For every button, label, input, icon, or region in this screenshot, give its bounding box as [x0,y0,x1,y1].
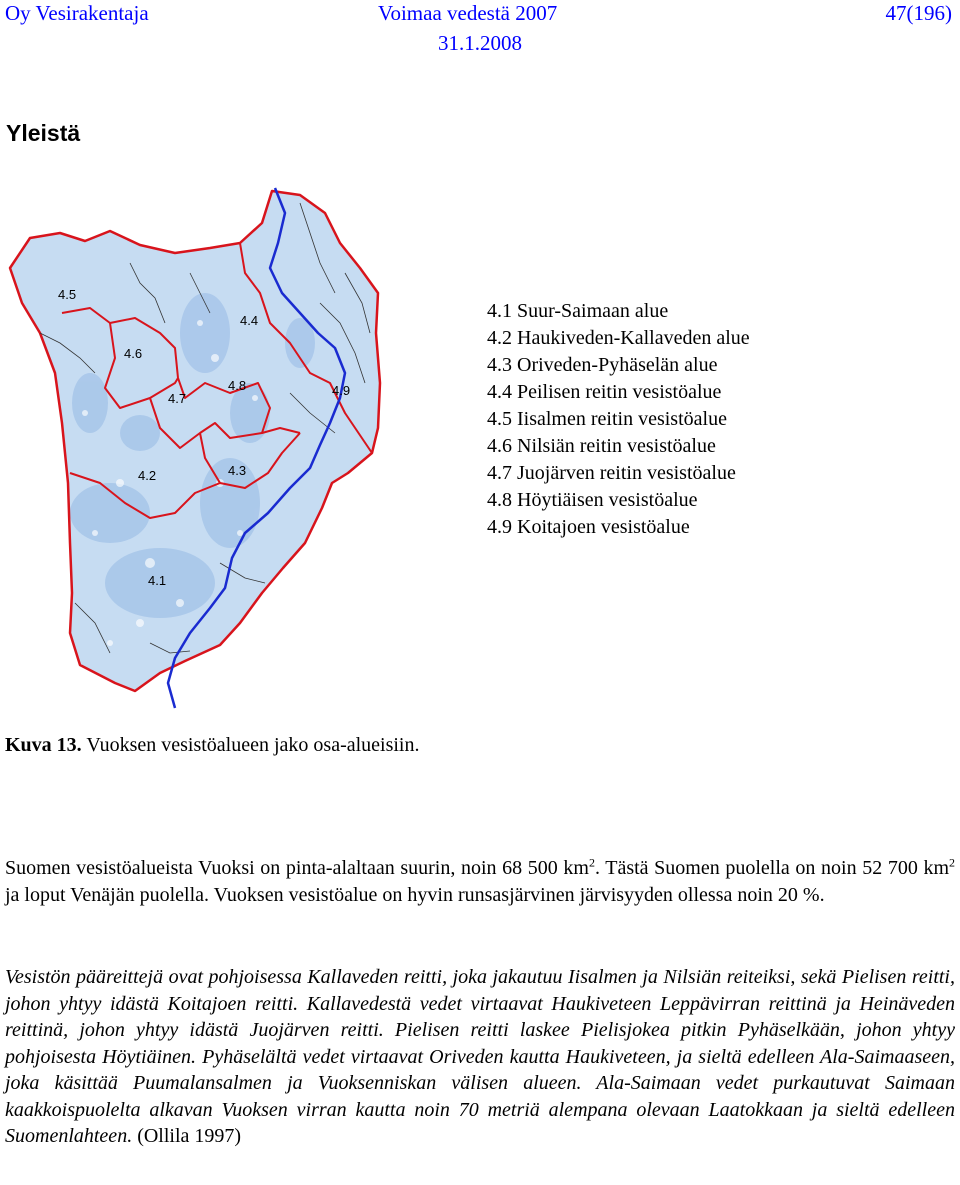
legend-item: 4.8 Höytiäisen vesistöalue [487,489,698,511]
header-company: Oy Vesirakentaja [5,1,149,25]
map-label-4-5: 4.5 [58,287,77,302]
vuoksi-basin-map [0,183,480,713]
caption-label: Kuva 13. [5,734,82,756]
header-date: 31.1.2008 [438,31,522,55]
superscript: 2 [588,855,595,870]
map-label-4-8: 4.8 [228,378,247,393]
legend-item: 4.4 Peilisen reitin vesistöalue [487,381,722,403]
superscript: 2 [949,855,955,870]
para1-text-a: Suomen vesistöalueista Vuoksi on pinta-alaltaan suurin, noin 68 500 km [5,857,589,879]
map-label-4-4: 4.4 [240,313,259,328]
paragraph-area [5,855,955,908]
legend-item: 4.9 Koitajoen vesistöalue [487,516,690,538]
para2-text: Vesistön pääreittejä ovat pohjoisessa Kallaveden reitti, joka jakautuu Iisalmen ja Nilsiän reiteiksi, sekä Pielisen reitti, johon yhtyy idästä Koitajoen reitti. Kallavedestä vedet virtaavat Haukiveteen Leppävirran reittinä ja Heinäveden reittinä, johon yhtyy idästä Juojärven reitti. Pielisen reitti laskee Pielisjokea pitkin Pyhäselkään, johon yhtyy pohjoisesta Höytiäinen. Pyhäselältä vedet virtaavat Oriveden kautta Haukiveteen, ja sieltä edelleen Ala-Saimaaseen, joka käsittää Puumalansalmen ja Vuoksenniskan välisen alueen. Ala-Saimaan vedet purkautuvat Saimaan kaakkoispuolelta alkavan Vuoksen virran kautta noin 70 metriä alempana olevaan Laatokkaan ja sieltä edelleen Suomenlahteen. [5,966,955,1147]
paragraph-routes [5,964,955,1150]
legend-item: 4.7 Juojärven reitin vesistöalue [487,462,736,484]
map-label-4-7: 4.7 [168,391,187,406]
header-page-number: 47(196) [885,1,952,25]
basin-area [10,191,380,691]
legend-item: 4.6 Nilsiän reitin vesistöalue [487,435,716,457]
caption-text: Vuoksen vesistöalueen jako osa-alueisiin. [81,734,420,756]
map-label-4-2: 4.2 [138,468,157,483]
map-label-4-6: 4.6 [124,346,143,361]
section-heading: Yleistä [6,120,81,146]
legend-item: 4.2 Haukiveden-Kallaveden alue [487,327,750,349]
para1-text-c: ja loput Venäjän puolella. Vuoksen vesistöalue on hyvin runsasjärvinen järvisyyden ollessa noin 20 %. [5,883,825,906]
legend-item: 4.1 Suur-Saimaan alue [487,300,669,322]
map-label-4-1: 4.1 [148,573,167,588]
header-title: Voimaa vedestä 2007 [378,1,558,25]
legend-item: 4.5 Iisalmen reitin vesistöalue [487,408,727,430]
map-label-4-9: 4.9 [332,383,351,398]
figure-caption [5,730,425,760]
map-label-4-3: 4.3 [228,463,247,478]
para1-text-b: . Tästä Suomen puolella on noin 52 700 km [594,857,949,879]
map-legend [487,298,750,541]
citation: (Ollila 1997) [132,1125,242,1147]
legend-item: 4.3 Oriveden-Pyhäselän alue [487,354,718,376]
